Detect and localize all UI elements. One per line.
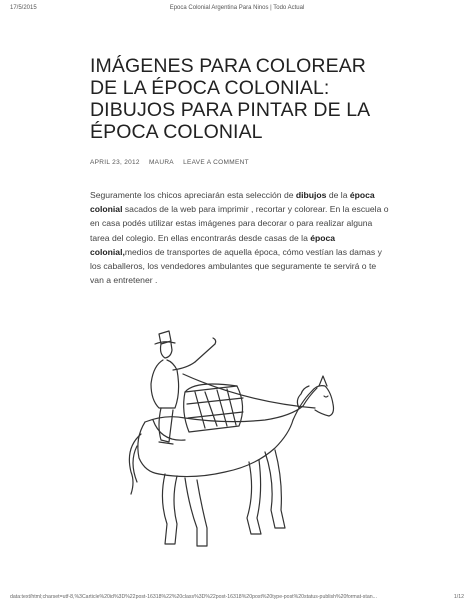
page-number: 1/12 xyxy=(453,594,464,600)
print-source-url: data:text/html;charset=utf-8,%3Carticle%20id%3D%22post-16318%22%20class%3D%22post-16318%20post%20type-post%20status-publish%20format-stan... xyxy=(10,594,377,600)
paragraph-text: sacados de la web para imprimir , recortar y colorear. En la escuela o en casa podés utilizar estas imágenes para decorar o para realizar alguna tarea del colegio. En ellas encontrarás desde casas de la xyxy=(90,204,389,243)
author-link[interactable]: MAURA xyxy=(148,159,174,166)
paragraph-text: de la xyxy=(326,190,350,200)
print-date: 17/5/2015 xyxy=(10,5,37,11)
article-paragraph xyxy=(90,188,390,287)
bold-epoca-colonial: época colonial xyxy=(90,190,375,215)
post-date: APRIL 23, 2012 xyxy=(90,159,140,166)
bold-dibujos: dibujos xyxy=(295,190,327,200)
paragraph-text: medios de transportes de aquella época, cómo vestían las damas y los caballeros, los vendedores ambulantes que seguramente te servirá o te van a entretener . xyxy=(90,246,382,286)
paragraph-text: Seguramente los chicos apreciarán esta selección de xyxy=(90,190,296,200)
print-document-title: Epoca Colonial Argentina Para Ninos | Todo Actual xyxy=(169,5,305,11)
article xyxy=(90,55,390,296)
article-meta xyxy=(90,159,390,166)
print-header xyxy=(10,5,464,17)
leave-comment-link[interactable]: LEAVE A COMMENT xyxy=(183,159,249,166)
print-footer xyxy=(10,594,464,604)
bold-epoca-colonial-2: época colonial, xyxy=(90,232,336,257)
water-carrier-illustration xyxy=(125,322,355,560)
article-title: IMÁGENES PARA COLOREAR DE LA ÉPOCA COLONIAL: DIBUJOS PARA PINTAR DE LA ÉPOCA COLONIAL xyxy=(90,55,370,143)
